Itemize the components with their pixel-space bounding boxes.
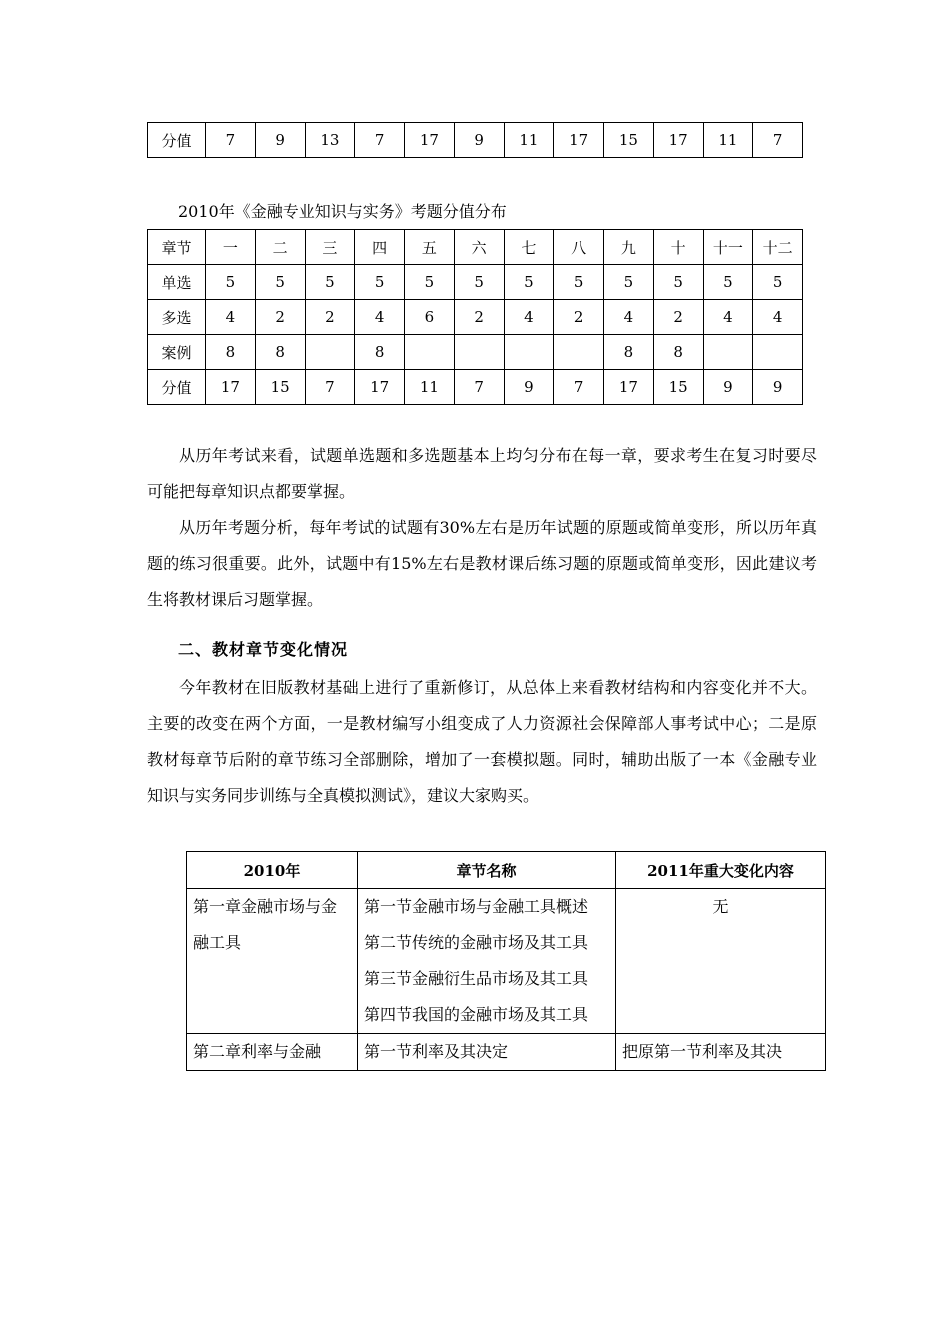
table-cell: 5: [653, 265, 703, 300]
table-cell: 11: [405, 370, 455, 405]
table-caption: 2010年《金融专业知识与实务》考题分值分布: [178, 202, 507, 221]
table-cell: 2: [255, 300, 305, 335]
table-row: [148, 370, 803, 405]
table-row: [148, 335, 803, 370]
table-cell: 8: [653, 335, 703, 370]
table-cell: 15: [255, 370, 305, 405]
table-cell: 11: [703, 123, 753, 158]
section-item: 第二节传统的金融市场及其工具: [364, 933, 589, 952]
table-cell: 7: [305, 370, 355, 405]
table-cell: 5: [255, 265, 305, 300]
column-header: 十一: [703, 230, 753, 265]
row-label: 单选: [148, 265, 206, 300]
column-header: 九: [604, 230, 654, 265]
table-cell: 15: [604, 123, 654, 158]
table-row: [148, 123, 803, 158]
table-cell: [753, 335, 803, 370]
table-row: [187, 1034, 826, 1071]
table-header-row: [148, 230, 803, 265]
paragraph-textbook-changes: 今年教材在旧版教材基础上进行了重新修订，从总体上来看教材结构和内容变化并不大。主要的改变在两个方面，一是教材编写小组变成了人力资源社会保障部人事考试中心；二是原教材每章节后附的章节练习全部删除，增加了一套模拟题。同时，辅助出版了一本《金融专业知识与实务同步训练与全真模拟测试》，建议大家购买。: [147, 678, 817, 805]
table-cell: 5: [504, 265, 554, 300]
table-cell: 9: [454, 123, 504, 158]
chapter-cell: 第二章利率与金融: [187, 1034, 358, 1071]
table-cell: 8: [355, 335, 405, 370]
table-row: [148, 265, 803, 300]
table-cell: 5: [554, 265, 604, 300]
table-cell: 5: [405, 265, 455, 300]
table-cell: 4: [355, 300, 405, 335]
column-header: 章节名称: [358, 852, 616, 889]
sections-cell: [358, 1034, 616, 1071]
table-cell: 5: [753, 265, 803, 300]
paragraph-exam-analysis: 从历年考题分析，每年考试的试题有30%左右是历年试题的原题或简单变形，所以历年真题的练习很重要。此外，试题中有15%左右是教材课后练习题的原题或简单变形，因此建议考生将教材课后习题掌握。: [147, 518, 817, 609]
column-header: 三: [305, 230, 355, 265]
section-item: 第三节金融衍生品市场及其工具: [364, 969, 589, 988]
table-cell: 4: [206, 300, 256, 335]
table-cell: 17: [604, 370, 654, 405]
column-header: 2010年: [187, 852, 358, 889]
table-cell: 17: [355, 370, 405, 405]
column-header: 十二: [753, 230, 803, 265]
section-item: 第一节金融市场与金融工具概述: [364, 897, 589, 916]
table-header-row: [187, 852, 826, 889]
table-cell: [454, 335, 504, 370]
table-cell: 17: [206, 370, 256, 405]
table-cell: 7: [554, 370, 604, 405]
table-cell: 6: [405, 300, 455, 335]
table-cell: 9: [504, 370, 554, 405]
column-header: 五: [405, 230, 455, 265]
section-item: 第一节利率及其决定: [364, 1042, 509, 1061]
table-cell: 8: [206, 335, 256, 370]
score-table-top: [147, 122, 803, 158]
table-cell: 5: [703, 265, 753, 300]
row-label: 多选: [148, 300, 206, 335]
table-cell: 8: [255, 335, 305, 370]
table-cell: [703, 335, 753, 370]
table-cell: 7: [206, 123, 256, 158]
table-cell: 5: [454, 265, 504, 300]
table-cell: 17: [405, 123, 455, 158]
paragraph-exam-distribution: 从历年考试来看，试题单选题和多选题基本上均匀分布在每一章，要求考生在复习时要尽可能把每章知识点都要掌握。: [147, 446, 817, 501]
table-row: [187, 889, 826, 1034]
table-cell: 7: [753, 123, 803, 158]
section-heading: 二、教材章节变化情况: [178, 640, 349, 659]
column-header: 一: [206, 230, 256, 265]
column-header: 七: [504, 230, 554, 265]
row-label: 案例: [148, 335, 206, 370]
column-header: 二: [255, 230, 305, 265]
table-cell: [405, 335, 455, 370]
table-cell: 8: [604, 335, 654, 370]
table-cell: 4: [504, 300, 554, 335]
table-cell: 5: [206, 265, 256, 300]
chapter-cell: 第一章金融市场与金融工具: [187, 889, 358, 1034]
table-cell: 5: [305, 265, 355, 300]
table-cell: 17: [554, 123, 604, 158]
change-cell: 把原第一节利率及其决: [616, 1034, 826, 1071]
column-header: 章节: [148, 230, 206, 265]
table-cell: [504, 335, 554, 370]
column-header: 2011年重大变化内容: [616, 852, 826, 889]
table-cell: [554, 335, 604, 370]
table-cell: 9: [753, 370, 803, 405]
table-cell: 2: [454, 300, 504, 335]
row-label: 分值: [148, 370, 206, 405]
column-header: 六: [454, 230, 504, 265]
chapter-change-table: [186, 851, 826, 1071]
table-cell: 7: [454, 370, 504, 405]
table-cell: 9: [255, 123, 305, 158]
table-cell: 2: [305, 300, 355, 335]
column-header: 八: [554, 230, 604, 265]
change-cell: 无: [616, 889, 826, 1034]
table-cell: 13: [305, 123, 355, 158]
table-cell: 2: [554, 300, 604, 335]
section-item: 第四节我国的金融市场及其工具: [364, 1005, 589, 1024]
table-cell: 2: [653, 300, 703, 335]
score-distribution-table: [147, 229, 803, 405]
table-cell: 11: [504, 123, 554, 158]
table-cell: 5: [604, 265, 654, 300]
table-cell: 7: [355, 123, 405, 158]
column-header: 四: [355, 230, 405, 265]
table-cell: 17: [653, 123, 703, 158]
column-header: 十: [653, 230, 703, 265]
table-cell: 9: [703, 370, 753, 405]
table-cell: [305, 335, 355, 370]
table-cell: 5: [355, 265, 405, 300]
row-label: 分值: [148, 123, 206, 158]
sections-cell: [358, 889, 616, 1034]
table-row: [148, 300, 803, 335]
table-cell: 4: [604, 300, 654, 335]
table-cell: 15: [653, 370, 703, 405]
table-cell: 4: [703, 300, 753, 335]
table-cell: 4: [753, 300, 803, 335]
